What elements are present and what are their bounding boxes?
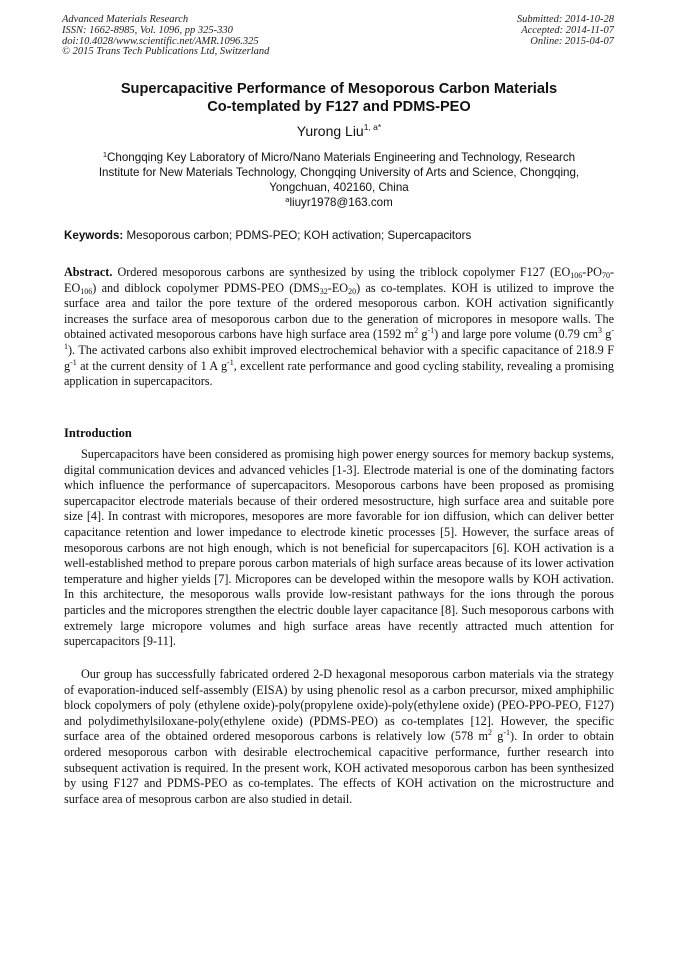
abstract-text: ). The activated carbons also exhibit improved electrochemical behavior with a specific capacitance of 218.9 F g	[64, 342, 614, 373]
abstract-text: ) and large pore volume (0.79 cm	[434, 327, 598, 342]
intro-paragraph-2	[64, 667, 614, 807]
title-line-1: Supercapacitive Performance of Mesoporous Carbon Materials	[120, 81, 558, 97]
affiliation-line-1: Chongqing Key Laboratory of Micro/Nano Materials Engineering and Technology, Research	[107, 151, 576, 164]
author-superscript: 1, a*	[363, 122, 382, 132]
paragraph-text: Our group has successfully fabricated ordered 2-D hexagonal mesoporous carbon materials via the strategy of evaporation-induced self-assembly (EISA) by using phenolic resol as a carbon precursor, mixed amphiphilic block copolymers of poly (ethylene oxide)-poly(propylene oxide)-poly(ethylene oxide) (PEO-PPO-PEO, F127) and polydimethylsiloxane-poly(ethylene oxide) (PDMS-PEO) as co-templates [12]. However, the specific surface area of the obtained ordered mesoporous carbons is relatively low (578 m	[64, 667, 614, 744]
abstract-text: Ordered mesoporous carbons are synthesized by using the triblock copolymer F127 (EO	[112, 265, 571, 279]
author-name: Yurong Liu	[296, 123, 364, 139]
intro-paragraph-1: Supercapacitors have been considered as promising high power energy sources for memory backup systems, digital communication devices and advanced vehicles [1-3]. Electrode material is one of the dominating factors which influence the performance of supercapacitors. Mesoporous carbons have been proposed as promising supercapacitor electrode materials because of their ordered mesostructure, high surface area and suitable pore size [4]. In contrast with micropores, mesopores are more favorable for ion diffusion, which can deliver better capacitance retention and lower impedance to electrode kinetic processes [5]. However, the surface areas of mesoporous carbons are not high enough, which is not beneficial for supercapacitors [6]. KOH activation is a well-established method to prepare porous carbon materials of high surface areas because of its lower activation temperature and higher yields [7]. Micropores can be developed within the mesopore walls by KOH activation. In this architecture, the mesoporous walls provide low-resistant pathways for the ions through the porous particles and the micropores strengthen the electric double layer capacitance [8]. Such mesoporous carbons with extremely large micropore volumes and high surface areas have recently attracted much attention for supercapacitors [9-11].	[64, 447, 614, 649]
abstract-text: at the current density of 1 A g	[76, 358, 228, 373]
subscript: 32	[319, 286, 328, 296]
abstract-text: -EO	[327, 280, 349, 295]
abstract-label: Abstract.	[64, 265, 113, 279]
superscript: -1	[227, 357, 234, 367]
superscript: 2	[487, 728, 492, 738]
abstract-text: ) as co-templates. KOH is utilized to improve the surface area and tailor the pore texture of the ordered mesoporous carbon. KOH activation significantly increases the surface area of mesoporous carbon due to the generation of micropores in mesopore walls. The obtained activated mesoporous carbons have high surface area (1592 m	[64, 280, 614, 342]
superscript: -1	[503, 728, 511, 738]
abstract	[64, 265, 614, 390]
superscript: 3	[597, 326, 602, 336]
section-heading-introduction: Introduction	[64, 426, 132, 440]
affiliation-marker: 1	[102, 150, 108, 159]
submitted-date: Submitted: 2014-10-28	[516, 14, 614, 25]
abstract-text: ) and diblock copolymer PDMS-PEO (DMS	[92, 280, 320, 295]
affiliation	[60, 150, 618, 210]
subscript: 20	[348, 286, 357, 296]
keywords-label: Keywords:	[64, 229, 124, 242]
superscript: -1	[64, 326, 615, 351]
accepted-date: Accepted: 2014-11-07	[521, 24, 614, 36]
abstract-text: -PO	[582, 265, 602, 279]
abstract-text: g	[601, 327, 612, 342]
author-email[interactable]: liuyr1978@163.com	[289, 196, 393, 209]
copyright-line: © 2015 Trans Tech Publications Ltd, Switzerland	[62, 46, 270, 58]
superscript: -1	[427, 326, 435, 336]
title-line-2: Co-templated by F127 and PDMS-PEO	[207, 99, 471, 115]
email-marker: a	[285, 195, 290, 204]
subscript: 106	[80, 286, 93, 296]
abstract-text: g	[418, 327, 428, 342]
keywords-text: Mesoporous carbon; PDMS-PEO; KOH activation; Supercapacitors	[123, 229, 472, 242]
affiliation-line-2: Institute for New Materials Technology, Chongqing University of Arts and Science, Chongqing,	[98, 166, 580, 179]
doi-line: doi:10.4028/www.scientific.net/AMR.1096.325	[62, 35, 259, 47]
superscript: -1	[70, 357, 77, 367]
online-date: Online: 2015-04-07	[530, 35, 614, 47]
keywords	[64, 229, 616, 242]
paragraph-text: g	[491, 729, 504, 744]
paragraph-text: ). In order to obtain ordered mesoporous carbon with desirable electrochemical capacitive performance, further research into subsequent activation is required. In the present work, KOH activated mesoporous carbon has been synthesized by using F127 and PDMS-PEO as co-templates. The effects of KOH activation on the microstructure and surface area of mesoprous carbon are also studied in detail.	[64, 729, 615, 806]
journal-info	[62, 15, 269, 58]
author-line	[60, 123, 618, 139]
superscript: 2	[414, 326, 419, 336]
issn-line: ISSN: 1662-8985, Vol. 1096, pp 325-330	[62, 24, 233, 36]
affiliation-line-3: Yongchuan, 402160, China	[269, 181, 409, 194]
abstract-text: -EO	[64, 265, 614, 295]
abstract-text: , excellent rate performance and good cycling stability, revealing a promising application in supercapacitors.	[64, 358, 614, 389]
subscript: 70	[601, 271, 610, 280]
paper-title	[60, 80, 618, 116]
subscript: 106	[570, 271, 583, 280]
dates-info	[517, 15, 614, 47]
journal-name: Advanced Materials Research	[62, 14, 189, 25]
